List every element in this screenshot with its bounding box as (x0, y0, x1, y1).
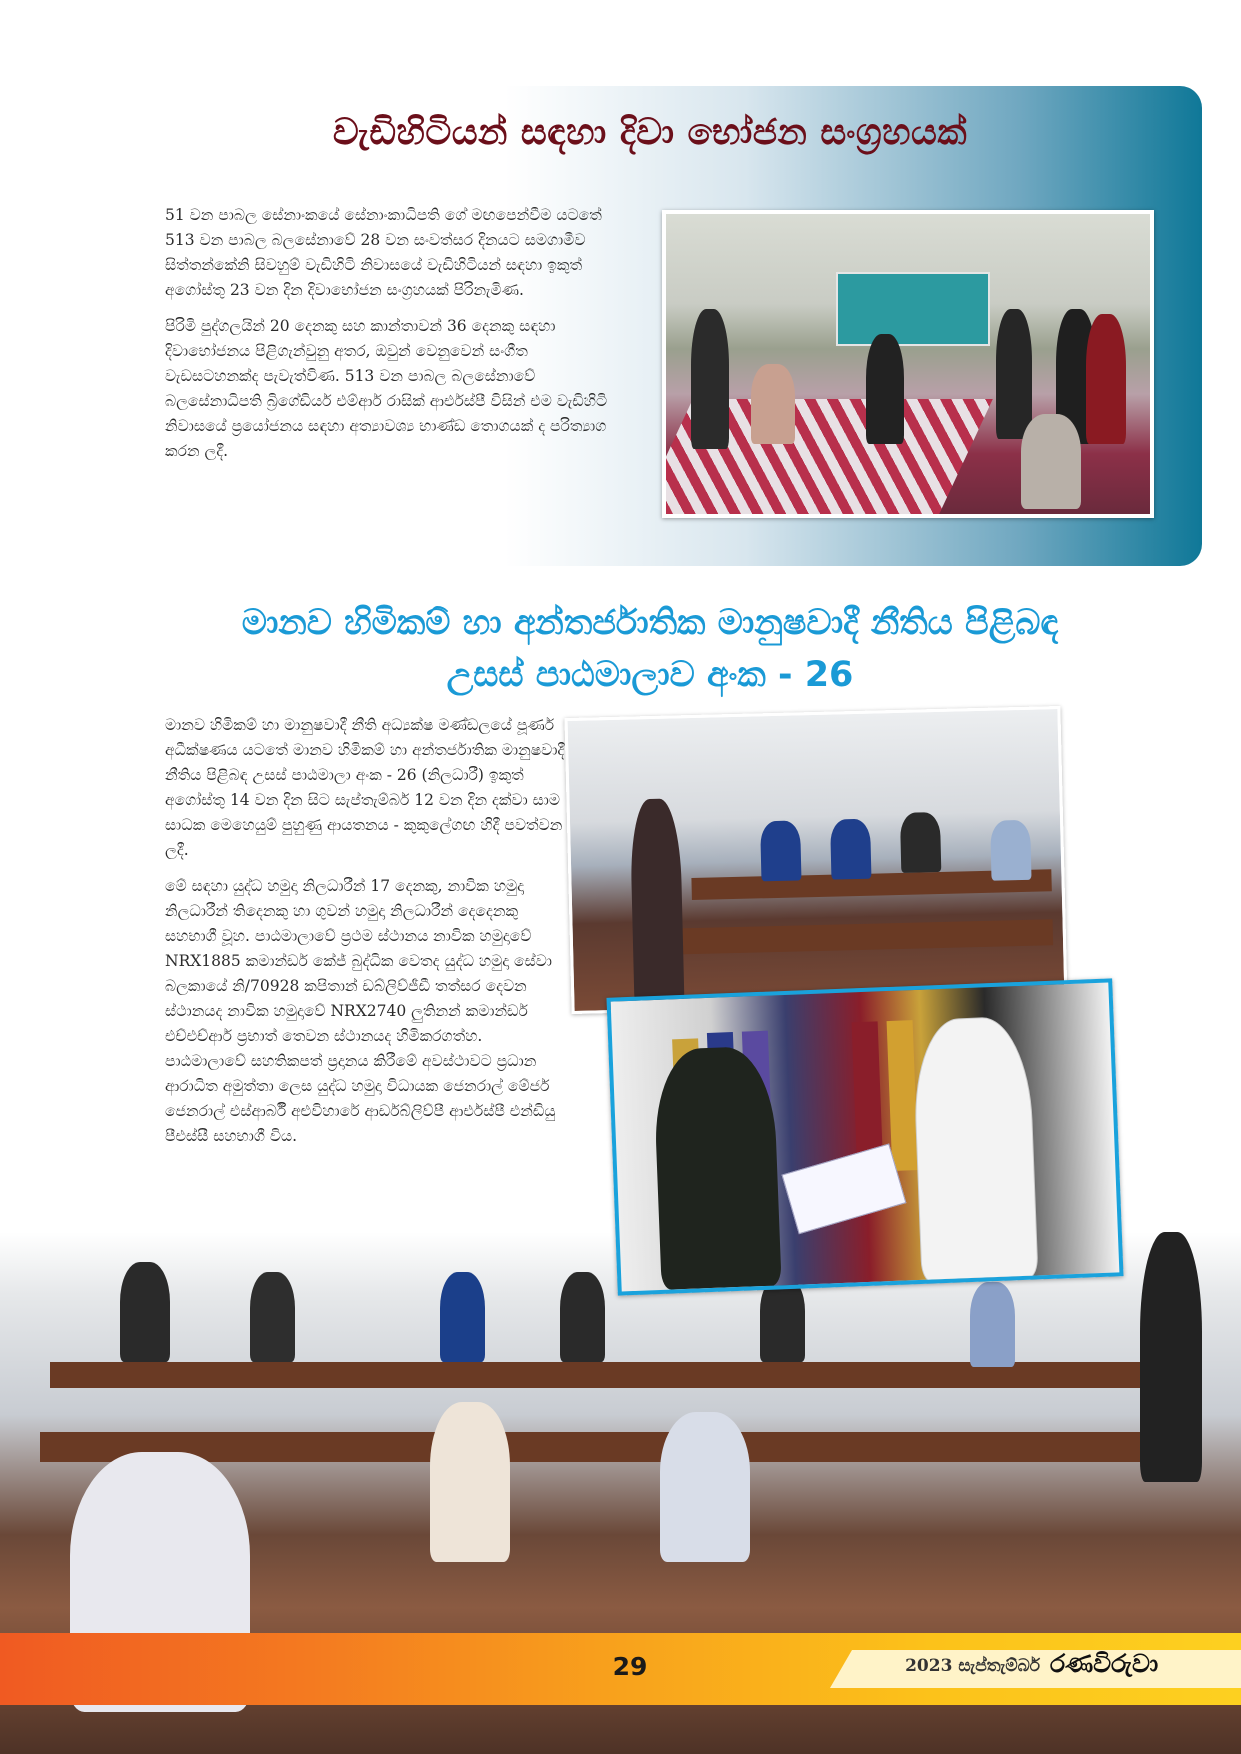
article2-paragraph-2: මේ සඳහා යුද්ධ හමුදා නිලධාරීන් 17 දෙනකු, නාවික හමුදා නිලධාරීන් තිදෙනකු හා ගුවන් හමුදා නිලධාරීන් දෙදෙනකු සහභාගී වූහ. පාඨමාලාවේ ප්‍රථම ස්ථානය නාවික හමුදාවේ NRX1885 කමාන්ඩර් කේජ් බුද්ධික වෙතද යුද්ධ හමුදා සේවා බලකායේ නි/70928 කපිතාන් ඩබ්ලිව්ජීඩී තත්සර දෙවන ස්ථානයද නාවික හමුදාවේ NRX2740 ලුතිනන් කමාන්ඩර් එච්එච්ආර් ප්‍රභාත් තෙවන ස්ථානයද හිමිකරගත්හ. පාඨමාලාවේ සහතිකපත් ප්‍රදානය කිරීමේ අවස්ථාවට ප්‍රධාන ආරාධිත අමුත්තා ලෙස යුද්ධ හමුදා විධායක ජෙනරාල් මේජර් ජෙනරාල් එස්ආර්බී අළුවිහාරේ ආර්ඩබ්ලිව්පී ආර්එස්පී එන්ඩියු පීඑස්සී සහභාගී විය. (165, 877, 556, 1145)
article2-title (150, 597, 1150, 701)
person-shape (990, 820, 1031, 881)
desk-shape (40, 1432, 1160, 1462)
article1-paragraph-1: 51 වන පාබල සේනාංකයේ සේනාංකාධිපති ගේ මඟපෙන්වීම යටතේ 513 වන පාබල බලසේනාවේ 28 වන සංවත්සර දිනයට සමගාමීව සිත්තන්කේනි සිවහුම් වැඩිහිටි නිවාසයේ වැඩිහිටියන් සඳහා ඉකුත් අගෝස්තු 23 වන දින දිවාභෝජන සංග්‍රහයක් පිරිනැමිණ. (165, 206, 602, 299)
desk-shape (673, 919, 1054, 954)
person-shape (1140, 1232, 1202, 1482)
person-shape (996, 309, 1032, 439)
person-shape (250, 1272, 295, 1362)
certificate-award-photo (606, 978, 1123, 1295)
person-shape (629, 798, 684, 1009)
person-shape (120, 1262, 170, 1362)
person-shape (430, 1402, 510, 1562)
person-shape (660, 1412, 750, 1562)
person-shape (970, 1282, 1015, 1367)
article1-title: වැඩිහිටියන් සඳහා දිවා භෝජන සංග්‍රහයක් (332, 112, 968, 153)
certificate-shape (782, 1143, 907, 1234)
article2-title-line2: උසස් පාඨමාලාව අංක - 26 (446, 655, 854, 695)
page-number: 29 (612, 1652, 648, 1681)
person-shape (560, 1272, 605, 1362)
person-shape (691, 309, 729, 449)
person-shape (830, 819, 871, 880)
person-shape (866, 334, 904, 444)
person-shape (900, 812, 941, 873)
article2-title-line1: මානව හිමිකම් හා අන්තර්ජාතික මානුෂවාදී නීතිය පිළිබඳ (241, 603, 1059, 643)
person-shape (653, 1045, 782, 1289)
person-shape (1021, 414, 1081, 509)
classroom-photo (564, 706, 1067, 1014)
article2-paragraph-1: මානව හිමිකම් හා මානුෂවාදී නීති අධ්‍යක්ෂ මණ්ඩලයේ පූර්ණ අධීක්ෂණය යටතේ මානව හිමිකම් හා අන්තර්ජාතික මානුෂවාදී නීතිය පිළිබඳ උසස් පාඨමාලා අංක - 26 (නිලධාරී) ඉකුත් අගෝස්තු 14 වන දින සිට සැප්තැම්බර් 12 වන දින දක්වා සාම සාධක මෙහෙයුම් පුහුණු ආයතනය - කුකුලේගඟ හිදී පවත්වන ලදී. (165, 716, 565, 859)
person-shape (440, 1272, 485, 1362)
magazine-name: රණවිරුවා (1050, 1649, 1159, 1678)
flag-shape (887, 1020, 919, 1171)
article2-body (165, 713, 565, 1160)
person-shape (1086, 314, 1126, 444)
person-shape (760, 820, 801, 881)
article1-paragraph-2: පිරිමි පුද්ගලයින් 20 දෙනකු සහ කාන්තාවන් 36 දෙනකු සඳහා දිවාභෝජනය පිළිගැන්වුනු අතර, ඔවුන් වෙනුවෙන් සංගීත වැඩසටහනක්ද පැවැත්විණ. 513 වන පාබල බලසේනාවේ බලසේනාධිපති බ්‍රිගේඩියර් එම්ආර් රාසික් ආර්එස්පී විසින් එම වැඩිහිටි නිවාසයේ ප්‍රයෝජනය සඳහා අත්‍යාවශ්‍ය භාණ්ඩ තොගයක් ද පරිත්‍යාග කරන ලදී. (165, 317, 608, 460)
person-shape (751, 364, 795, 444)
person-shape (912, 1016, 1039, 1282)
dining-photo (662, 210, 1154, 518)
banner-shape (836, 272, 990, 346)
article1-body (165, 203, 620, 475)
issue-date: 2023 සැප්තැම්බර් (905, 1656, 1040, 1676)
